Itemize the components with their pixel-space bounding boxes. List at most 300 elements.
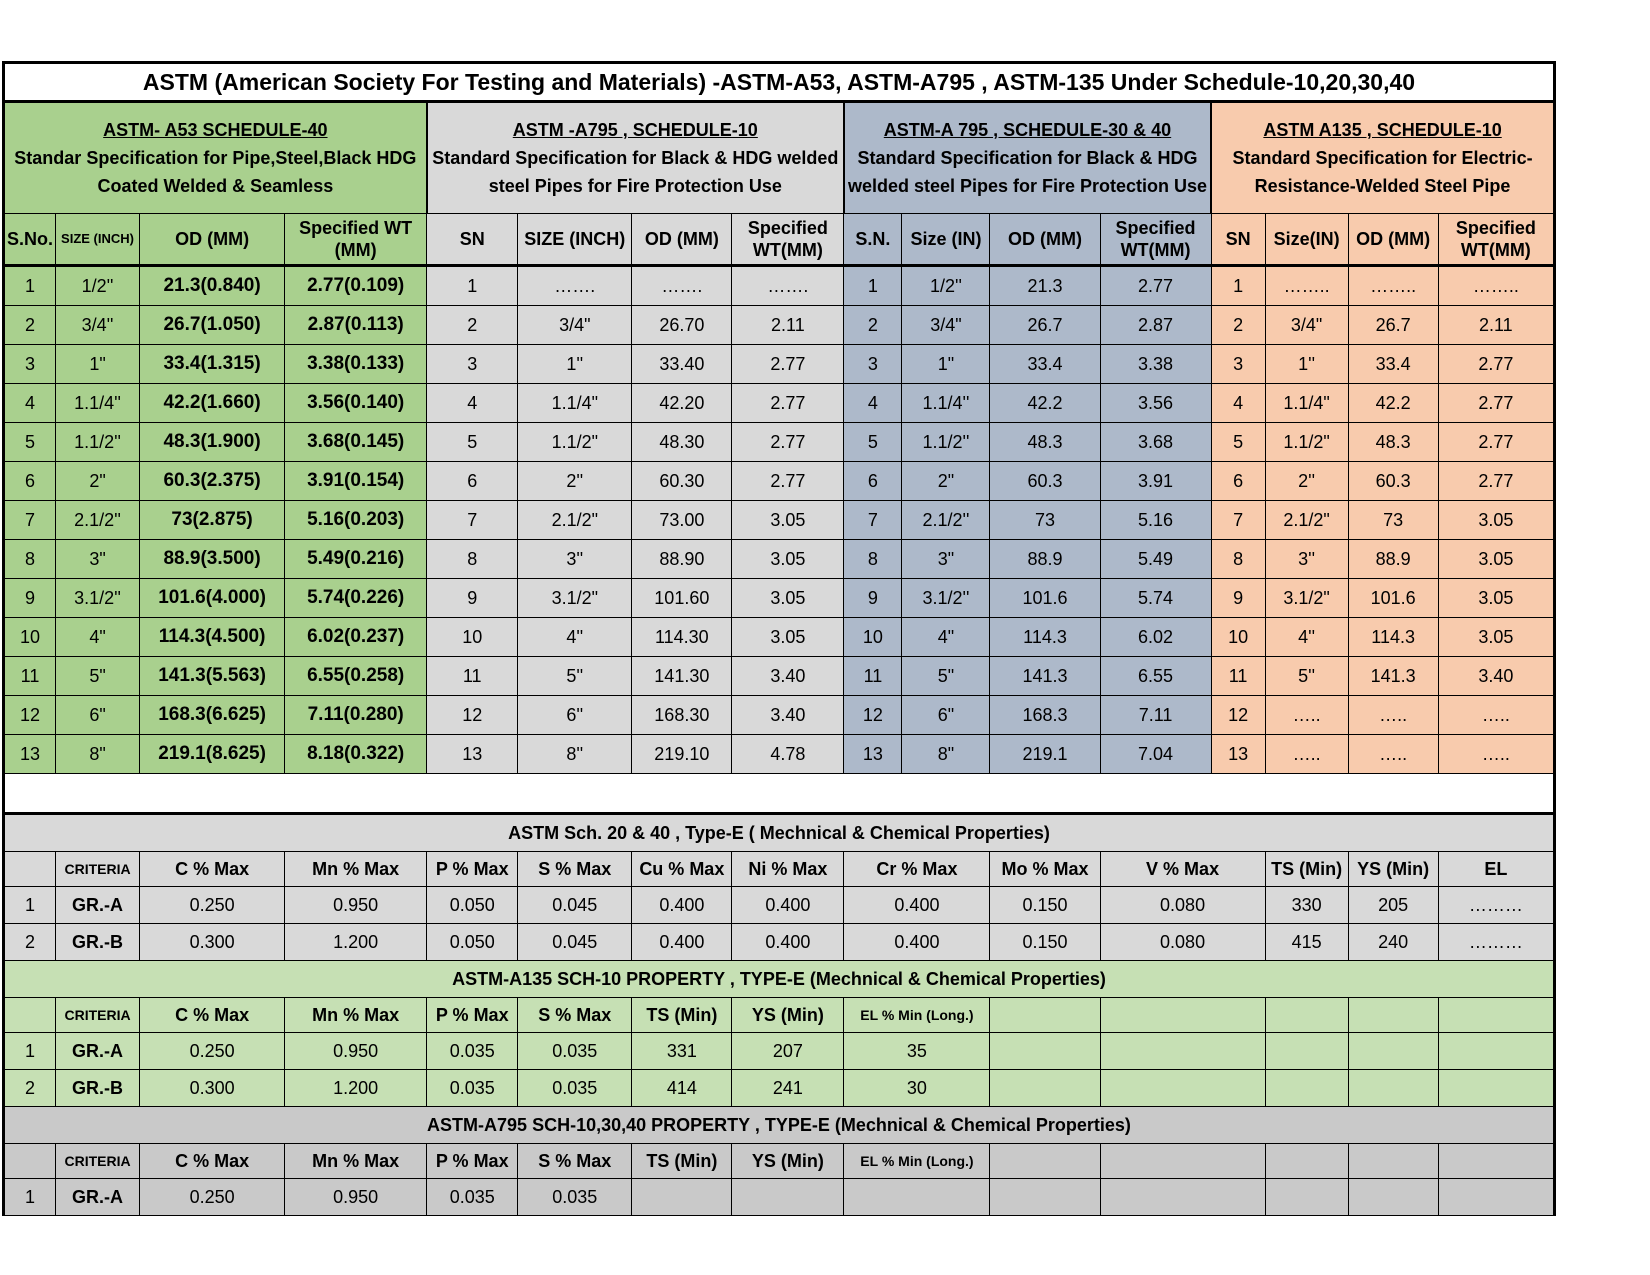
table-cell: 12 — [4, 696, 56, 735]
property-cell: 0.035 — [518, 1070, 632, 1107]
table-cell: 5 — [1211, 423, 1265, 462]
table-cell: 3.40 — [1438, 657, 1554, 696]
property-cell — [1100, 1179, 1265, 1216]
table-cell: 2.11 — [732, 306, 844, 345]
table-cell: 48.3(1.900) — [140, 423, 285, 462]
table-cell: 2.1/2" — [1265, 501, 1348, 540]
table-cell: 3 — [844, 345, 902, 384]
table-cell: 114.3 — [1348, 618, 1438, 657]
column-header: Specified WT(MM) — [1438, 214, 1554, 266]
table-cell: 3.1/2" — [518, 579, 632, 618]
table-cell: 3.05 — [1438, 579, 1554, 618]
table-cell: 1.1/4'' — [902, 384, 990, 423]
section-description: Standard Specification for Electric-Resistance-Welded Steel Pipe — [1232, 148, 1533, 196]
table-cell: 3'' — [518, 540, 632, 579]
table-row — [4, 306, 1555, 345]
table-cell: 13 — [4, 735, 56, 774]
property-cell: 0.950 — [285, 887, 427, 924]
table-row — [4, 696, 1555, 735]
property-column-header: CRITERIA — [56, 852, 140, 887]
table-cell: 88.9 — [1348, 540, 1438, 579]
property-column-header — [4, 998, 56, 1033]
property-cell: 0.080 — [1100, 924, 1265, 961]
property-column-header: EL — [1438, 852, 1554, 887]
property-cell — [1438, 1033, 1554, 1070]
column-header: OD (MM) — [1348, 214, 1438, 266]
property-table-title: ASTM-A135 SCH-10 PROPERTY , TYPE-E (Mechnical & Chemical Properties) — [4, 961, 1555, 998]
column-header: SIZE (INCH) — [56, 214, 140, 266]
property-cell: 0.250 — [140, 887, 285, 924]
table-cell: …….. — [1438, 266, 1554, 306]
table-row — [4, 501, 1555, 540]
table-cell: 2.87 — [1100, 306, 1211, 345]
table-cell: 2.77 — [732, 384, 844, 423]
section-description: Standar Specification for Pipe,Steel,Black HDG Coated Welded & Seamless — [14, 148, 417, 196]
table-cell: 8 — [844, 540, 902, 579]
table-cell: 12 — [844, 696, 902, 735]
property-cell — [1438, 1070, 1554, 1107]
table-cell: 114.3 — [990, 618, 1100, 657]
property-cell: 0.045 — [518, 887, 632, 924]
table-cell: 4'' — [1265, 618, 1348, 657]
table-cell: 3.56 — [1100, 384, 1211, 423]
table-cell: 88.9(3.500) — [140, 540, 285, 579]
property-column-header: YS (Min) — [1348, 852, 1438, 887]
table-cell: 7 — [4, 501, 56, 540]
property-cell: 0.950 — [285, 1179, 427, 1216]
table-cell: 6.55(0.258) — [285, 657, 427, 696]
table-cell: 3/4" — [518, 306, 632, 345]
table-cell: …….. — [1265, 266, 1348, 306]
property-column-header: S % Max — [518, 998, 632, 1033]
table-cell: 2.77 — [1438, 345, 1554, 384]
property-column-header — [1438, 998, 1554, 1033]
column-header: Size(IN) — [1265, 214, 1348, 266]
table-cell: 26.7 — [990, 306, 1100, 345]
property-cell: 0.250 — [140, 1033, 285, 1070]
table-cell: 2.1/2'' — [56, 501, 140, 540]
property-cell: 0.035 — [427, 1070, 518, 1107]
property-cell: 0.300 — [140, 924, 285, 961]
table-cell: 9 — [844, 579, 902, 618]
table-cell: 1 — [1211, 266, 1265, 306]
property-row — [4, 924, 1555, 961]
column-header: Specified WT(MM) — [1100, 214, 1211, 266]
table-cell: 141.3 — [990, 657, 1100, 696]
table-cell: 2 — [844, 306, 902, 345]
table-cell: ….. — [1438, 696, 1554, 735]
table-cell: 141.30 — [632, 657, 732, 696]
property-column-header: CRITERIA — [56, 998, 140, 1033]
column-header: OD (MM) — [140, 214, 285, 266]
table-cell: 73(2.875) — [140, 501, 285, 540]
table-cell: 3.38(0.133) — [285, 345, 427, 384]
table-cell: 60.3(2.375) — [140, 462, 285, 501]
table-row — [4, 540, 1555, 579]
property-cell: 1 — [4, 1033, 56, 1070]
property-cell: 0.250 — [140, 1179, 285, 1216]
table-cell: 2.77 — [1438, 423, 1554, 462]
property-cell — [1100, 1070, 1265, 1107]
property-column-header: S % Max — [518, 1144, 632, 1179]
property-cell: 2 — [4, 924, 56, 961]
table-cell: ….. — [1438, 735, 1554, 774]
property-cell — [732, 1179, 844, 1216]
table-cell: 3.40 — [732, 696, 844, 735]
table-cell: 11 — [1211, 657, 1265, 696]
property-row — [4, 1033, 1555, 1070]
table-cell: 2.77 — [1438, 384, 1554, 423]
table-cell: ….. — [1265, 696, 1348, 735]
table-cell: 1'' — [518, 345, 632, 384]
property-cell: 0.045 — [518, 924, 632, 961]
table-cell: 7 — [1211, 501, 1265, 540]
table-cell: 3 — [427, 345, 518, 384]
section-heading: ASTM- A53 SCHEDULE-40 — [103, 120, 328, 140]
table-cell: 1" — [56, 345, 140, 384]
property-column-header — [1348, 998, 1438, 1033]
table-cell: 2.77(0.109) — [285, 266, 427, 306]
table-cell: 1.1/2'' — [902, 423, 990, 462]
table-cell: 4 — [1211, 384, 1265, 423]
property-cell: 240 — [1348, 924, 1438, 961]
table-cell: 48.30 — [632, 423, 732, 462]
table-cell: 42.2(1.660) — [140, 384, 285, 423]
table-cell: 42.2 — [990, 384, 1100, 423]
property-column-header — [1265, 1144, 1348, 1179]
table-row — [4, 462, 1555, 501]
property-cell — [1265, 1179, 1348, 1216]
property-cell: 330 — [1265, 887, 1348, 924]
property-column-header — [4, 852, 56, 887]
table-cell: 2 — [427, 306, 518, 345]
table-cell: 42.2 — [1348, 384, 1438, 423]
property-cell: 331 — [632, 1033, 732, 1070]
table-cell: 6'' — [518, 696, 632, 735]
table-cell: 6 — [427, 462, 518, 501]
table-cell: 3/4" — [1265, 306, 1348, 345]
property-cell: 0.400 — [632, 887, 732, 924]
property-cell: 0.400 — [732, 924, 844, 961]
table-cell: 2'' — [1265, 462, 1348, 501]
column-header: OD (MM) — [632, 214, 732, 266]
property-cell: 241 — [732, 1070, 844, 1107]
section-header-3 — [844, 102, 1211, 214]
property-column-header: CRITERIA — [56, 1144, 140, 1179]
property-cell — [1100, 1033, 1265, 1070]
property-cell: GR.-B — [56, 1070, 140, 1107]
property-cell: 0.300 — [140, 1070, 285, 1107]
column-header: S.N. — [844, 214, 902, 266]
table-cell: 1 — [844, 266, 902, 306]
table-cell: 11 — [844, 657, 902, 696]
property-cell: 0.035 — [427, 1179, 518, 1216]
section-heading: ASTM A135 , SCHEDULE-10 — [1263, 120, 1502, 140]
section-header-1 — [4, 102, 427, 214]
table-cell: 114.3(4.500) — [140, 618, 285, 657]
table-cell: 5.16 — [1100, 501, 1211, 540]
section-description: Standard Specification for Black & HDG welded steel Pipes for Fire Protection Use — [847, 148, 1208, 196]
table-cell: 10 — [844, 618, 902, 657]
table-cell: 9 — [1211, 579, 1265, 618]
table-row — [4, 423, 1555, 462]
property-column-header: Mn % Max — [285, 852, 427, 887]
table-cell: 5'' — [518, 657, 632, 696]
property-cell — [990, 1070, 1100, 1107]
table-cell: 1.1/4" — [1265, 384, 1348, 423]
table-cell: …….. — [1348, 266, 1438, 306]
table-cell: 12 — [427, 696, 518, 735]
section-heading: ASTM -A795 , SCHEDULE-10 — [512, 120, 758, 140]
property-cell — [844, 1179, 990, 1216]
table-cell: 6" — [902, 696, 990, 735]
property-cell: 1 — [4, 1179, 56, 1216]
astm-pipe-spec-sheet — [2, 61, 1556, 1216]
property-table-title: ASTM-A795 SCH-10,30,40 PROPERTY , TYPE-E (Mechnical & Chemical Properties) — [4, 1107, 1555, 1144]
table-cell: 3.05 — [732, 618, 844, 657]
column-header: S.No. — [4, 214, 56, 266]
table-cell: 101.6 — [990, 579, 1100, 618]
table-cell: 5.49(0.216) — [285, 540, 427, 579]
property-cell — [1348, 1033, 1438, 1070]
property-cell: 0.080 — [1100, 887, 1265, 924]
property-cell — [632, 1179, 732, 1216]
property-column-header: TS (Min) — [1265, 852, 1348, 887]
table-cell: 3/4" — [902, 306, 990, 345]
table-cell: 21.3 — [990, 266, 1100, 306]
property-cell: GR.-A — [56, 1033, 140, 1070]
property-column-header: S % Max — [518, 852, 632, 887]
table-cell: 2.1/2'' — [902, 501, 990, 540]
property-column-header — [1438, 1144, 1554, 1179]
table-cell: 1/2'' — [902, 266, 990, 306]
table-cell: 2.1/2" — [518, 501, 632, 540]
table-cell: 26.7 — [1348, 306, 1438, 345]
property-cell: ……… — [1438, 924, 1554, 961]
table-cell: 10 — [427, 618, 518, 657]
table-cell: 6.55 — [1100, 657, 1211, 696]
table-cell: 4'' — [518, 618, 632, 657]
property-column-header: P % Max — [427, 998, 518, 1033]
table-cell: 33.4 — [1348, 345, 1438, 384]
table-cell: 8" — [56, 735, 140, 774]
table-cell: ……. — [632, 266, 732, 306]
table-cell: 1 — [4, 266, 56, 306]
table-cell: 3.1/2" — [1265, 579, 1348, 618]
table-cell: ……. — [518, 266, 632, 306]
property-cell: 0.400 — [844, 887, 990, 924]
property-column-header — [1265, 998, 1348, 1033]
property-cell: 0.035 — [518, 1179, 632, 1216]
property-row — [4, 1179, 1555, 1216]
table-cell: 3.91 — [1100, 462, 1211, 501]
table-cell: 141.3 — [1348, 657, 1438, 696]
table-cell: 8.18(0.322) — [285, 735, 427, 774]
property-table-title: ASTM Sch. 20 & 40 , Type-E ( Mechnical & Chemical Properties) — [4, 814, 1555, 852]
property-cell: 0.035 — [518, 1033, 632, 1070]
table-cell: 7 — [844, 501, 902, 540]
table-cell: 141.3(5.563) — [140, 657, 285, 696]
table-cell: ….. — [1348, 735, 1438, 774]
table-cell: 101.60 — [632, 579, 732, 618]
table-cell: 2" — [56, 462, 140, 501]
property-cell: 0.050 — [427, 887, 518, 924]
table-cell: 2.87(0.113) — [285, 306, 427, 345]
table-cell: 5'' — [1265, 657, 1348, 696]
table-cell: ……. — [732, 266, 844, 306]
table-cell: 10 — [4, 618, 56, 657]
column-header: SN — [1211, 214, 1265, 266]
property-cell: 0.400 — [732, 887, 844, 924]
table-cell: 3.40 — [732, 657, 844, 696]
table-cell: 6 — [844, 462, 902, 501]
column-header: SN — [427, 214, 518, 266]
table-row — [4, 345, 1555, 384]
property-cell: 205 — [1348, 887, 1438, 924]
table-cell: 1'' — [1265, 345, 1348, 384]
table-cell: 2'' — [518, 462, 632, 501]
table-cell: 13 — [844, 735, 902, 774]
property-column-header: TS (Min) — [632, 1144, 732, 1179]
table-cell: 5 — [427, 423, 518, 462]
property-cell: 30 — [844, 1070, 990, 1107]
table-cell: 33.4(1.315) — [140, 345, 285, 384]
table-cell: 4 — [427, 384, 518, 423]
table-row — [4, 266, 1555, 306]
table-cell: 8 — [4, 540, 56, 579]
table-cell: 2.77 — [1100, 266, 1211, 306]
table-cell: 3.05 — [732, 540, 844, 579]
table-cell: 13 — [1211, 735, 1265, 774]
property-column-header — [1348, 1144, 1438, 1179]
page-title: ASTM (American Society For Testing and Materials) -ASTM-A53, ASTM-A795 , ASTM-135 Under Schedule-10,20,30,40 — [4, 63, 1555, 102]
table-cell: 3.56(0.140) — [285, 384, 427, 423]
table-cell: 4" — [56, 618, 140, 657]
property-column-header: Ni % Max — [732, 852, 844, 887]
table-cell: 219.1(8.625) — [140, 735, 285, 774]
table-cell: 1/2'' — [56, 266, 140, 306]
table-cell: 6.02 — [1100, 618, 1211, 657]
table-cell: 8 — [427, 540, 518, 579]
property-cell: 1 — [4, 887, 56, 924]
table-cell: 7.04 — [1100, 735, 1211, 774]
table-cell: 48.3 — [990, 423, 1100, 462]
table-cell: 26.70 — [632, 306, 732, 345]
table-cell: ….. — [1265, 735, 1348, 774]
table-cell: 6 — [4, 462, 56, 501]
property-cell: 1.200 — [285, 924, 427, 961]
property-column-header: Mn % Max — [285, 1144, 427, 1179]
table-cell: 48.3 — [1348, 423, 1438, 462]
section-heading: ASTM-A 795 , SCHEDULE-30 & 40 — [883, 120, 1172, 140]
property-column-header — [1100, 998, 1265, 1033]
property-cell: 415 — [1265, 924, 1348, 961]
property-cell: ……… — [1438, 887, 1554, 924]
table-cell: 2" — [902, 462, 990, 501]
table-cell: 4 — [844, 384, 902, 423]
table-cell: 3.91(0.154) — [285, 462, 427, 501]
table-cell: 219.10 — [632, 735, 732, 774]
property-column-header — [990, 998, 1100, 1033]
column-header: Specified WT (MM) — [285, 214, 427, 266]
table-cell: 1.1/2" — [518, 423, 632, 462]
property-cell — [1348, 1179, 1438, 1216]
table-cell: 88.9 — [990, 540, 1100, 579]
property-cell — [1348, 1070, 1438, 1107]
table-cell: 1.1/2" — [1265, 423, 1348, 462]
property-column-header: C % Max — [140, 1144, 285, 1179]
table-cell: 5.74 — [1100, 579, 1211, 618]
property-cell: 0.035 — [427, 1033, 518, 1070]
table-cell: 3.05 — [732, 579, 844, 618]
property-cell: 414 — [632, 1070, 732, 1107]
property-cell: 0.950 — [285, 1033, 427, 1070]
property-cell: 207 — [732, 1033, 844, 1070]
property-cell — [1265, 1033, 1348, 1070]
table-cell: 5.49 — [1100, 540, 1211, 579]
table-cell: 3.38 — [1100, 345, 1211, 384]
table-cell: 168.30 — [632, 696, 732, 735]
table-cell: 33.4 — [990, 345, 1100, 384]
property-column-header: Mo % Max — [990, 852, 1100, 887]
property-column-header: Cr % Max — [844, 852, 990, 887]
table-cell: 6.02(0.237) — [285, 618, 427, 657]
property-cell: 35 — [844, 1033, 990, 1070]
table-cell: 12 — [1211, 696, 1265, 735]
table-cell: 21.3(0.840) — [140, 266, 285, 306]
property-cell: 1.200 — [285, 1070, 427, 1107]
table-cell: 2 — [1211, 306, 1265, 345]
table-cell: 7.11 — [1100, 696, 1211, 735]
table-cell: 11 — [4, 657, 56, 696]
property-cell: GR.-A — [56, 887, 140, 924]
table-cell: 3" — [56, 540, 140, 579]
table-cell: 3" — [902, 540, 990, 579]
section-header-2 — [427, 102, 844, 214]
table-cell: 1.1/2'' — [56, 423, 140, 462]
table-cell: 2.77 — [732, 423, 844, 462]
property-column-header: TS (Min) — [632, 998, 732, 1033]
property-column-header: EL % Min (Long.) — [844, 998, 990, 1033]
table-cell: 3.05 — [1438, 540, 1554, 579]
property-cell: 0.150 — [990, 887, 1100, 924]
table-cell: 2.11 — [1438, 306, 1554, 345]
table-cell: 6 — [1211, 462, 1265, 501]
table-row — [4, 579, 1555, 618]
table-cell: 2.77 — [732, 345, 844, 384]
property-cell — [1265, 1070, 1348, 1107]
property-cell: 0.400 — [844, 924, 990, 961]
table-cell: 60.3 — [990, 462, 1100, 501]
table-cell: 5.16(0.203) — [285, 501, 427, 540]
spec-table — [2, 61, 1556, 1216]
table-cell: 7.11(0.280) — [285, 696, 427, 735]
property-column-header — [1100, 1144, 1265, 1179]
property-cell: GR.-A — [56, 1179, 140, 1216]
property-cell: 0.050 — [427, 924, 518, 961]
table-cell: 33.40 — [632, 345, 732, 384]
table-cell: 168.3 — [990, 696, 1100, 735]
property-column-header: YS (Min) — [732, 998, 844, 1033]
table-cell: 5" — [56, 657, 140, 696]
table-cell: 13 — [427, 735, 518, 774]
table-cell: 60.3 — [1348, 462, 1438, 501]
table-cell: 3.1/2'' — [56, 579, 140, 618]
property-column-header: V % Max — [1100, 852, 1265, 887]
table-cell: 60.30 — [632, 462, 732, 501]
property-cell — [1438, 1179, 1554, 1216]
property-column-header: P % Max — [427, 852, 518, 887]
